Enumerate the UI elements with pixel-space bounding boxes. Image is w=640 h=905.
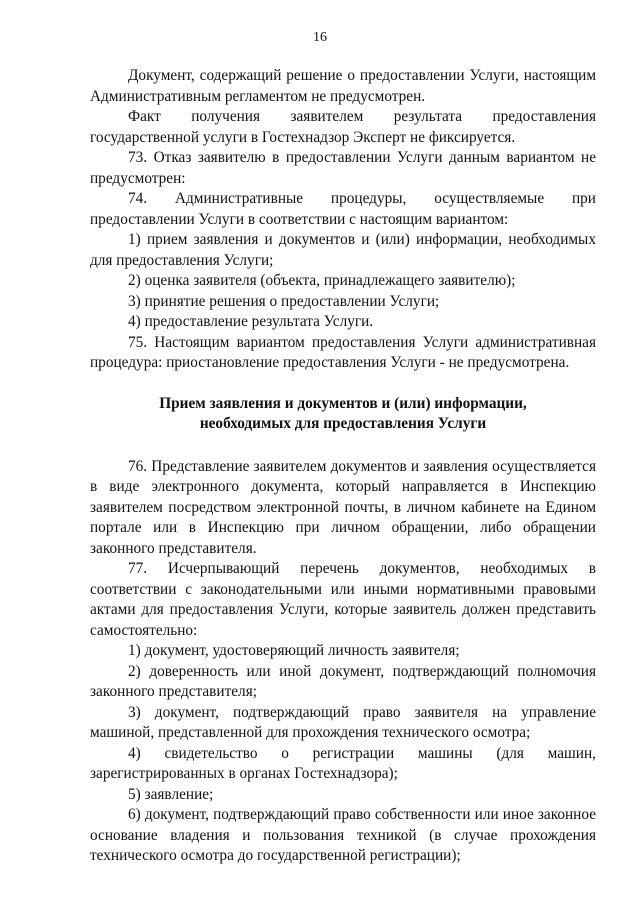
paragraph-decision-document: Документ, содержащий решение о предоставлении Услуги, настоящим Административным регламентом не предусмотрен. (90, 67, 596, 105)
paragraph-77: 77. Исчерпывающий перечень документов, необходимых в соответствии с законодательными или иными нормативными правовыми актами для предоставления Услуги, которые заявитель должен представить самостоятельно: (90, 560, 596, 639)
list-item-procedure-2: 2) оценка заявителя (объекта, принадлежащего заявителю); (128, 272, 516, 289)
paragraph-76: 76. Представление заявителем документов и заявления осуществляется в виде электронного документа, который направляется в Инспекцию заявителем посредством электронной почты, в личном кабинете на Едином портале или в Инспекцию при личном обращении, либо обращении законного представителя. (90, 457, 596, 557)
list-item-document-5: 5) заявление; (128, 785, 214, 803)
paragraph-74: 74. Административные процедуры, осуществляемые при предоставлении Услуги в соответствии с настоящим вариантом: (90, 190, 596, 228)
list-item-procedure-1: 1) прием заявления и документов и (или) информации, необходимых для предоставления Услуги; (90, 231, 596, 269)
list-item-document-1: 1) документ, удостоверяющий личность заявителя; (128, 642, 460, 659)
section-heading-line-2: необходимых для предоставления Услуги (199, 415, 487, 432)
list-item-procedure-4: 4) предоставление результата Услуги. (128, 313, 374, 330)
document-body (90, 66, 596, 867)
list-item-document-4: 4) свидетельство о регистрации машины (для машин, зарегистрированных в органах Гостехнадзора); (90, 744, 596, 782)
section-heading-line-1: Прием заявления и документов и (или) информации, (159, 394, 527, 412)
list-item-document-3: 3) документ, подтверждающий право заявителя на управление машиной, представленной для прохождения технического осмотра; (90, 703, 596, 741)
paragraph-73: 73. Отказ заявителю в предоставлении Услуги данным вариантом не предусмотрен: (90, 149, 596, 187)
paragraph-75: 75. Настоящим вариантом предоставления Услуги административная процедура: приостановление предоставления Услуги - не предусмотрена. (90, 333, 596, 371)
section-heading (90, 394, 596, 435)
list-item-document-2: 2) доверенность или иной документ, подтверждающий полномочия законного представителя; (90, 662, 596, 700)
list-item-procedure-3: 3) принятие решения о предоставлении Услуги; (128, 292, 440, 310)
list-item-document-6: 6) документ, подтверждающий право собственности или иное законное основание владения и пользования техникой (в случае прохождения технического осмотра до государственной регистрации); (90, 806, 596, 864)
paragraph-result-fact: Факт получения заявителем результата предоставления государственной услуги в Гостехнадзор Эксперт не фиксируется. (90, 108, 596, 146)
page-number: 16 (313, 30, 327, 45)
